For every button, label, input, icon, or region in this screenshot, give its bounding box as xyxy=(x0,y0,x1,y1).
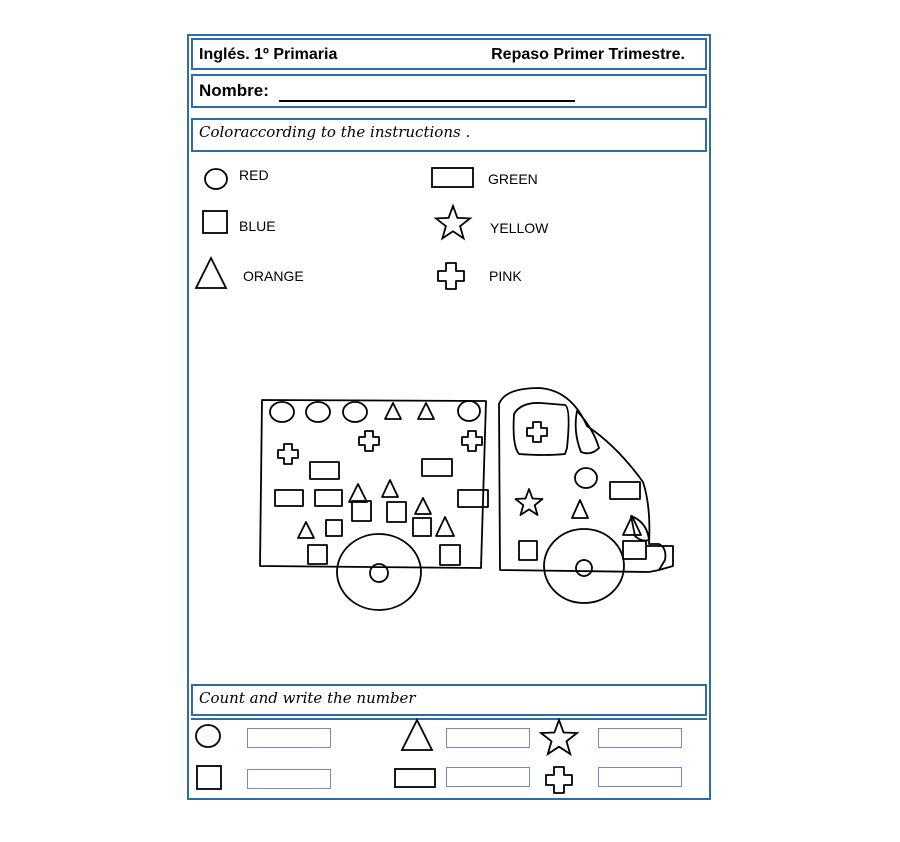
square-icon xyxy=(196,765,224,791)
truck-picture xyxy=(189,36,709,676)
count-instruction-row xyxy=(191,684,707,716)
color-instruction: Coloraccording to the instructions . xyxy=(199,123,471,141)
legend-label-red: RED xyxy=(239,167,269,183)
legend-label-blue: BLUE xyxy=(239,218,276,234)
legend-label-pink: PINK xyxy=(489,268,522,284)
circle-icon xyxy=(195,724,223,750)
square-count-field[interactable] xyxy=(247,769,331,789)
cross-icon xyxy=(545,766,575,796)
topic-title: Repaso Primer Trimestre. xyxy=(491,46,685,63)
subject-title: Inglés. 1º Primaria xyxy=(199,46,338,63)
triangle-count-field[interactable] xyxy=(446,728,530,748)
name-label: Nombre: xyxy=(199,81,269,100)
circle-count-field[interactable] xyxy=(247,728,331,748)
legend-label-orange: ORANGE xyxy=(243,268,304,284)
worksheet xyxy=(187,34,711,800)
count-instruction: Count and write the number xyxy=(199,689,416,707)
rectangle-count-field[interactable] xyxy=(446,767,530,787)
triangle-icon xyxy=(401,718,435,752)
legend-label-green: GREEN xyxy=(488,171,538,187)
star-icon xyxy=(539,718,579,758)
cross-count-field[interactable] xyxy=(598,767,682,787)
legend-label-yellow: YELLOW xyxy=(490,220,549,236)
rectangle-icon xyxy=(394,768,438,790)
star-count-field[interactable] xyxy=(598,728,682,748)
